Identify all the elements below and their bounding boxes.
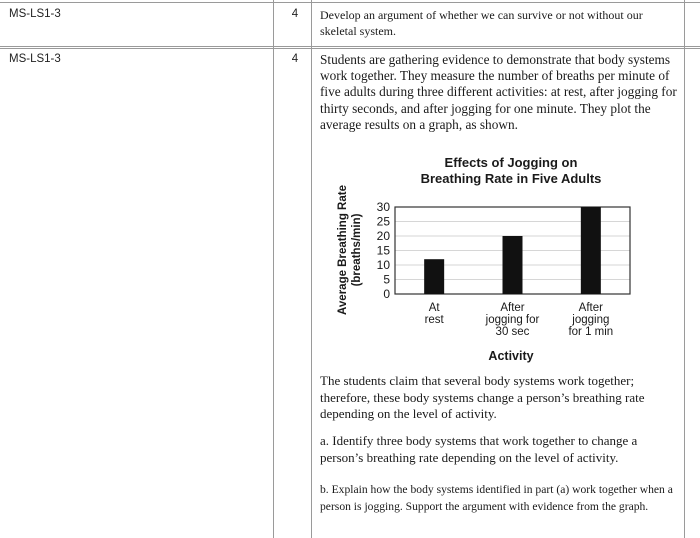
y-tick-label: 5 <box>383 272 390 287</box>
x-tick-label: At <box>428 302 440 314</box>
column-divider <box>311 0 312 538</box>
question-prompt: Develop an argument of whether we can survive or not without our skeletal system. <box>320 8 643 38</box>
breathing-rate-chart <box>320 150 680 370</box>
bar <box>424 259 444 294</box>
question-part-b: b. Explain how the body systems identified in part (a) work together when a person is jogging. Support the argument with evidence from the graph. <box>320 483 673 513</box>
y-tick-label: 10 <box>376 258 390 272</box>
y-axis-label-line: Average Breathing Rate <box>337 185 349 315</box>
x-axis-label: Activity <box>488 349 534 363</box>
question-part-a: a. Identify three body systems that work together to change a person’s breathing rate depending on the level of activity. <box>320 433 638 465</box>
y-axis-label-line: (breaths/min) <box>351 213 363 287</box>
standard-code: MS-LS1-3 <box>9 53 61 65</box>
column-divider <box>684 0 685 538</box>
x-tick-label: rest <box>424 314 444 326</box>
chart-title-line: Breathing Rate in Five Adults <box>420 171 602 186</box>
row-divider <box>0 2 700 3</box>
bar <box>581 207 601 294</box>
x-tick-label: After <box>500 302 525 314</box>
x-tick-label: jogging <box>572 314 610 326</box>
standard-code: MS-LS1-3 <box>9 8 61 20</box>
points-value: 4 <box>291 53 299 65</box>
y-tick-label: 15 <box>376 243 390 258</box>
student-claim: The students claim that several body systems work together; therefore, these body systems change a person’s breathing rate depending on the level of activity. <box>320 373 645 421</box>
y-tick-label: 0 <box>383 287 390 301</box>
x-tick-label: jogging for <box>485 314 540 326</box>
x-tick-label: for 1 min <box>568 326 614 338</box>
chart-title-line: Effects of Jogging on <box>444 155 578 170</box>
y-tick-label: 30 <box>376 200 390 214</box>
y-tick-label: 25 <box>376 214 390 229</box>
chart-title <box>421 155 602 186</box>
x-tick-label: 30 sec <box>495 326 530 338</box>
points-value: 4 <box>291 8 299 20</box>
bar <box>503 236 523 294</box>
row-divider <box>0 48 700 49</box>
y-axis-label <box>337 185 363 315</box>
question-intro: Students are gathering evidence to demonstrate that body systems work together. They measure the number of breaths per minute of five adults during three different activities: at rest, after jogging for thirty seconds, and after jogging for one minute. They plot the average results on a graph, as shown. <box>320 52 677 132</box>
x-tick-label: After <box>578 302 603 314</box>
x-axis-ticks <box>425 302 614 338</box>
column-divider <box>273 0 274 538</box>
y-axis-ticks <box>377 200 391 301</box>
row-divider <box>0 46 700 47</box>
y-tick-label: 20 <box>376 229 390 243</box>
